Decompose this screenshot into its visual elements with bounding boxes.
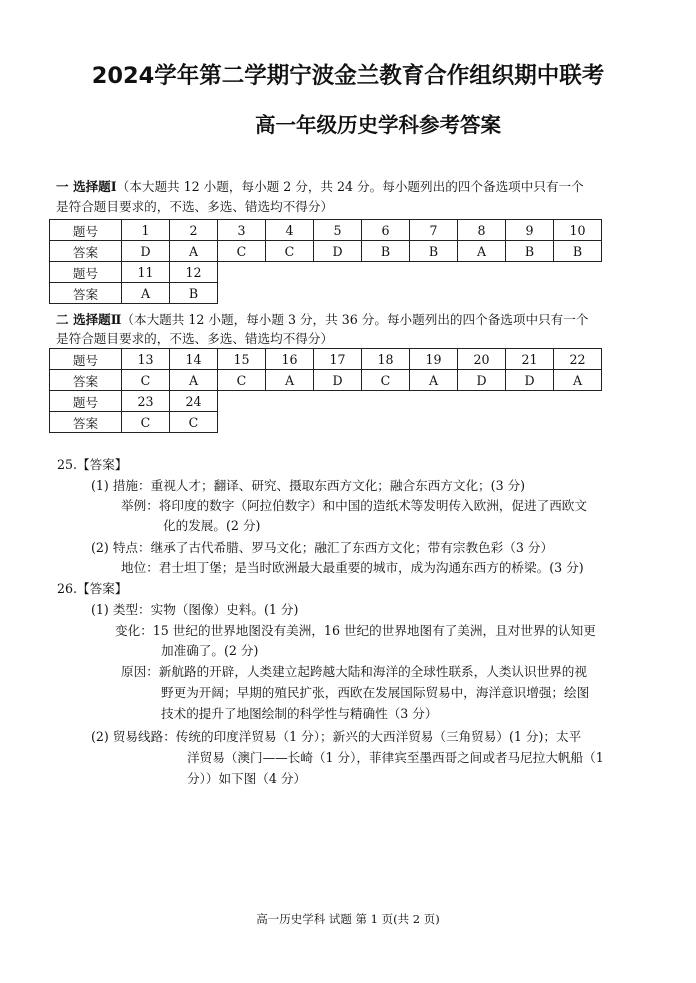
- question-number: 18: [362, 349, 410, 370]
- q25-line5: 地位：君士坦丁堡；是当时欧洲最大最重要的城市，成为沟通东西方的桥梁。(3 分): [121, 560, 584, 575]
- table-row: [50, 412, 602, 433]
- answer-cell: D: [458, 370, 506, 391]
- question-header: 题号: [50, 349, 122, 370]
- q26-line5: 野更为开阔；早期的殖民扩张，西欧在发展国际贸易中，海洋意识增强；绘图: [161, 685, 590, 700]
- answer-cell: B: [362, 241, 410, 262]
- question-number: 21: [506, 349, 554, 370]
- question-number: 4: [266, 220, 314, 241]
- q26-heading: 26.【答案】: [57, 581, 128, 596]
- q25-heading: 25.【答案】: [57, 457, 128, 472]
- answer-cell: D: [506, 370, 554, 391]
- table-row: [50, 262, 602, 283]
- answer-cell: C: [122, 412, 170, 433]
- question-number: 2: [170, 220, 218, 241]
- answer-cell: D: [314, 241, 362, 262]
- section2-label: 二 选择题Ⅱ: [56, 312, 122, 327]
- answer-header: 答案: [50, 241, 122, 262]
- empty-cell: [218, 391, 602, 412]
- answer-cell: A: [410, 370, 458, 391]
- page-title: 2024学年第二学期宁波金兰教育合作组织期中联考: [91, 63, 605, 89]
- table-row: [50, 220, 602, 241]
- empty-cell: [218, 283, 602, 304]
- question-number: 10: [554, 220, 602, 241]
- section2-desc-line1: （本大题共 12 小题，每小题 3 分，共 36 分。每小题列出的四个备选项中只有一个: [121, 312, 589, 327]
- answer-cell: B: [506, 241, 554, 262]
- answer-header: 答案: [50, 283, 122, 304]
- table-row: [50, 391, 602, 412]
- section1-desc-line2: 是符合题目要求的，不选、多选、错选均不得分）: [56, 199, 334, 214]
- section1-intro: [56, 179, 584, 195]
- q26-line6: 技术的提升了地图绘制的科学性与精确性（3 分）: [161, 706, 438, 721]
- question-number: 23: [122, 391, 170, 412]
- section1-label: 一 选择题Ⅰ: [56, 179, 117, 194]
- answer-cell: B: [554, 241, 602, 262]
- answer-cell: D: [122, 241, 170, 262]
- empty-cell: [218, 262, 602, 283]
- table-row: [50, 370, 602, 391]
- answer-cell: D: [314, 370, 362, 391]
- question-number: 17: [314, 349, 362, 370]
- page-subtitle: 高一年级历史学科参考答案: [255, 113, 501, 137]
- table-row: [50, 241, 602, 262]
- question-number: 11: [122, 262, 170, 283]
- question-header: 题号: [50, 220, 122, 241]
- answer-header: 答案: [50, 412, 122, 433]
- q26-line7: (2) 贸易线路：传统的印度洋贸易（1 分）；新兴的大西洋贸易（三角贸易）(1 分)；太平: [91, 729, 582, 744]
- question-number: 1: [122, 220, 170, 241]
- answer-cell: A: [458, 241, 506, 262]
- question-number: 20: [458, 349, 506, 370]
- question-number: 12: [170, 262, 218, 283]
- section1-answer-table: [49, 219, 602, 304]
- answer-cell: C: [362, 370, 410, 391]
- question-header: 题号: [50, 262, 122, 283]
- section2-desc-line2: 是符合题目要求的，不选、多选、错选均不得分）: [56, 331, 334, 346]
- q26-line2: 变化：15 世纪的世界地图没有美洲，16 世纪的世界地图有了美洲，且对世界的认知更: [115, 623, 596, 638]
- page-footer: 高一历史学科 试题 第 1 页(共 2 页): [256, 912, 440, 926]
- question-number: 15: [218, 349, 266, 370]
- question-number: 7: [410, 220, 458, 241]
- answer-cell: A: [554, 370, 602, 391]
- answer-cell: C: [122, 370, 170, 391]
- section2-intro: [56, 312, 588, 328]
- table-row: [50, 283, 602, 304]
- q25-line4: (2) 特点：继承了古代希腊、罗马文化；融汇了东西方文化；带有宗教色彩（3 分）: [91, 540, 554, 555]
- question-number: 14: [170, 349, 218, 370]
- answer-cell: C: [218, 241, 266, 262]
- answer-cell: A: [170, 241, 218, 262]
- question-number: 19: [410, 349, 458, 370]
- section1-desc-line1: （本大题共 12 小题，每小题 2 分，共 24 分。每小题列出的四个备选项中只有一个: [116, 179, 584, 194]
- answer-cell: C: [170, 412, 218, 433]
- q26-line1: (1) 类型：实物（图像）史料。(1 分): [91, 602, 299, 617]
- answer-cell: C: [218, 370, 266, 391]
- empty-cell: [218, 412, 602, 433]
- answer-cell: B: [170, 283, 218, 304]
- section2-answer-table: [49, 348, 602, 433]
- answer-header: 答案: [50, 370, 122, 391]
- answer-cell: B: [410, 241, 458, 262]
- question-number: 8: [458, 220, 506, 241]
- question-number: 6: [362, 220, 410, 241]
- question-header: 题号: [50, 391, 122, 412]
- q26-line8: 洋贸易（澳门——长崎（1 分），菲律宾至墨西哥之间或者马尼拉大帆船（1: [187, 750, 604, 765]
- answer-cell: A: [122, 283, 170, 304]
- q26-line9: 分））如下图（4 分）: [187, 771, 307, 786]
- q26-line3: 加准确了。(2 分): [161, 643, 259, 658]
- q25-line1: (1) 措施：重视人才；翻译、研究、摄取东西方文化；融合东西方文化；(3 分): [91, 478, 526, 493]
- q25-line3: 化的发展。(2 分): [163, 518, 261, 533]
- question-number: 3: [218, 220, 266, 241]
- table-row: [50, 349, 602, 370]
- answer-cell: A: [170, 370, 218, 391]
- question-number: 5: [314, 220, 362, 241]
- question-number: 13: [122, 349, 170, 370]
- answer-cell: C: [266, 241, 314, 262]
- question-number: 24: [170, 391, 218, 412]
- answer-cell: A: [266, 370, 314, 391]
- question-number: 22: [554, 349, 602, 370]
- question-number: 16: [266, 349, 314, 370]
- q26-line4: 原因：新航路的开辟，人类建立起跨越大陆和海洋的全球性联系，人类认识世界的视: [121, 664, 587, 679]
- question-number: 9: [506, 220, 554, 241]
- q25-line2: 举例：将印度的数字（阿拉伯数字）和中国的造纸术等发明传入欧洲，促进了西欧文: [121, 498, 587, 513]
